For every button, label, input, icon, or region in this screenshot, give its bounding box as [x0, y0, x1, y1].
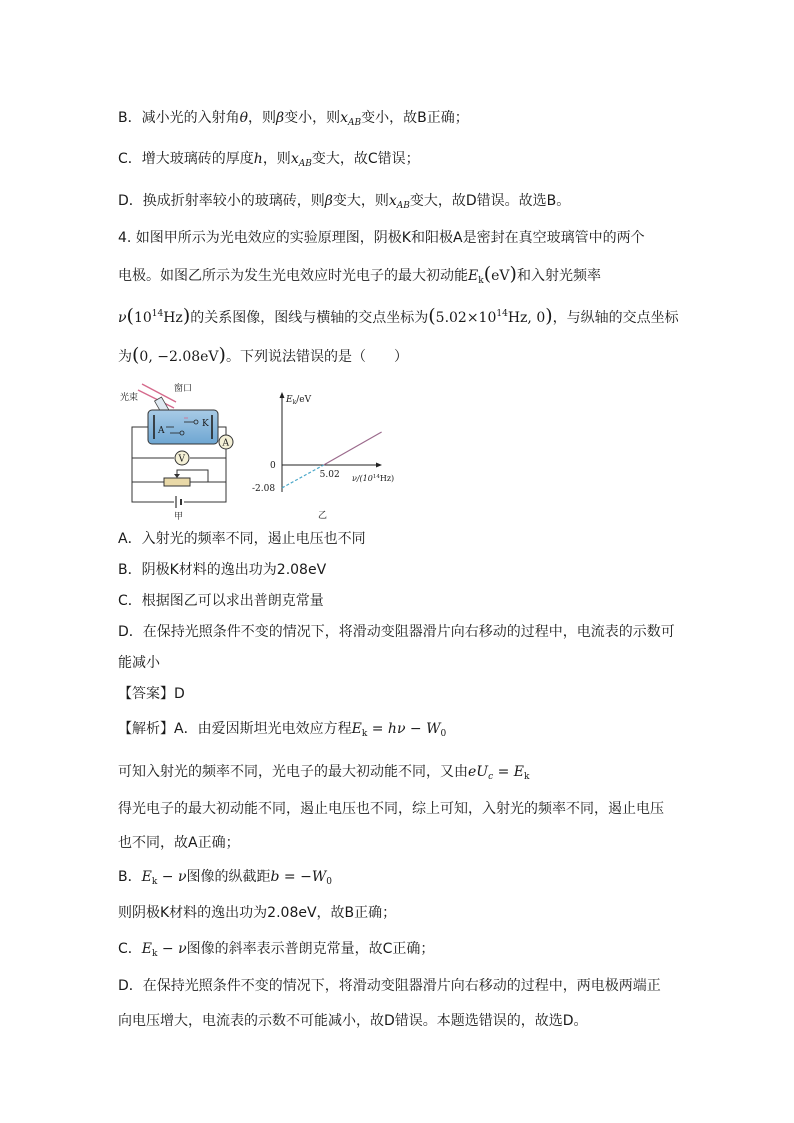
ek-nu-graph — [252, 392, 394, 494]
x-axis-arrow — [376, 463, 382, 468]
question-4-stem-line2: 电极。如图乙所示为发生光电效应时光电子的最大初动能$E_k(eV)$和入射光频率 — [118, 263, 601, 286]
rheostat — [164, 478, 190, 486]
analysis-a-line4: 也不同，故A正确； — [118, 835, 240, 851]
analysis-b-line2: 则阴极K材料的逸出功为2.08eV，故B正确； — [118, 905, 397, 921]
y-axis-arrow — [280, 392, 285, 398]
graph-figure-yi — [250, 388, 400, 522]
question-4-stem-line1: 4. 如图甲所示为光电效应的实验原理图，阴极K和阳极A是密封在真空玻璃管中的两个 — [118, 230, 645, 246]
ek-line — [324, 432, 382, 465]
answer: 【答案】D — [118, 686, 185, 702]
anode-label: A — [158, 426, 165, 436]
cathode-label: K — [202, 419, 209, 429]
analysis-a-line1: 【解析】A．由爱因斯坦光电效应方程$E_k = h\nu - W_0$ — [118, 721, 447, 739]
analysis-a-line2: 可知入射光的频率不同，光电子的最大初动能不同，又由$eU_c = E_k$ — [118, 764, 530, 782]
question-4-stem-line4: 为(0, −2.08eV)。下列说法错误的是（ ） — [118, 344, 408, 366]
option-c: C．根据图乙可以求出普朗克常量 — [118, 593, 324, 609]
ek-extrapolation-line — [282, 465, 324, 488]
analysis-b-line1: B．$E_k - \nu$图像的纵截距$b = -W_0$ — [118, 869, 332, 887]
previous-option-d: D．换成折射率较小的玻璃砖，则β变大，则$x_{AB}$变大，故D错误。故选B。 — [118, 193, 571, 211]
question-4-stem-line3: $\nu(10^{14}Hz)$的关系图像，图线与横轴的交点坐标为($5.02\times 10^{14}Hz$, 0)，与纵轴的交点坐标 — [118, 305, 679, 327]
beam-label: 光束 — [120, 393, 139, 403]
option-a: A．入射光的频率不同，遏止电压也不同 — [118, 531, 366, 547]
option-d-line1: D．在保持光照条件不变的情况下，将滑动变阻器滑片向右移动的过程中，电流表的示数可 — [118, 624, 675, 640]
analysis-d-line2: 向电压增大，电流表的示数不可能减小，故D错误。本题选错误的，故选D。 — [118, 1013, 588, 1029]
y-intercept-label: -2.08 — [252, 483, 276, 494]
light-beam-line-2 — [138, 390, 174, 408]
analysis-d-line1: D．在保持光照条件不变的情况下，将滑动变阻器滑片向右移动的过程中，两电极两端正 — [118, 978, 661, 994]
figure-jia-caption: 甲 — [174, 512, 184, 520]
analysis-a-line3: 得光电子的最大初动能不同，遏止电压也不同，综上可知，入射光的频率不同，遏止电压 — [118, 801, 664, 817]
previous-option-c: C．增大玻璃砖的厚度h，则$x_{AB}$变大，故C错误； — [118, 151, 420, 169]
y-axis-label: $E_k/eV$ — [286, 395, 312, 406]
previous-option-b: B．减小光的入射角θ，则β变小，则$x_{AB}$变小，故B正确； — [118, 110, 469, 128]
origin-label: 0 — [270, 461, 276, 471]
window-label: 窗口 — [174, 384, 193, 394]
option-d-line2: 能减小 — [118, 655, 160, 671]
figure-yi-caption: 乙 — [318, 511, 328, 521]
voltmeter-label: V — [178, 454, 185, 465]
option-b: B．阴极K材料的逸出功为2.08eV — [118, 562, 327, 578]
x-intercept-label: 5.02 — [319, 470, 340, 480]
circuit-figure-jia — [118, 378, 242, 520]
analysis-c-line1: C．$E_k - \nu$图像的斜率表示普朗克常量，故C正确； — [118, 941, 435, 959]
x-axis-label: $\nu/(10^{14}Hz)$ — [352, 474, 395, 483]
ammeter-label: A — [222, 438, 229, 449]
